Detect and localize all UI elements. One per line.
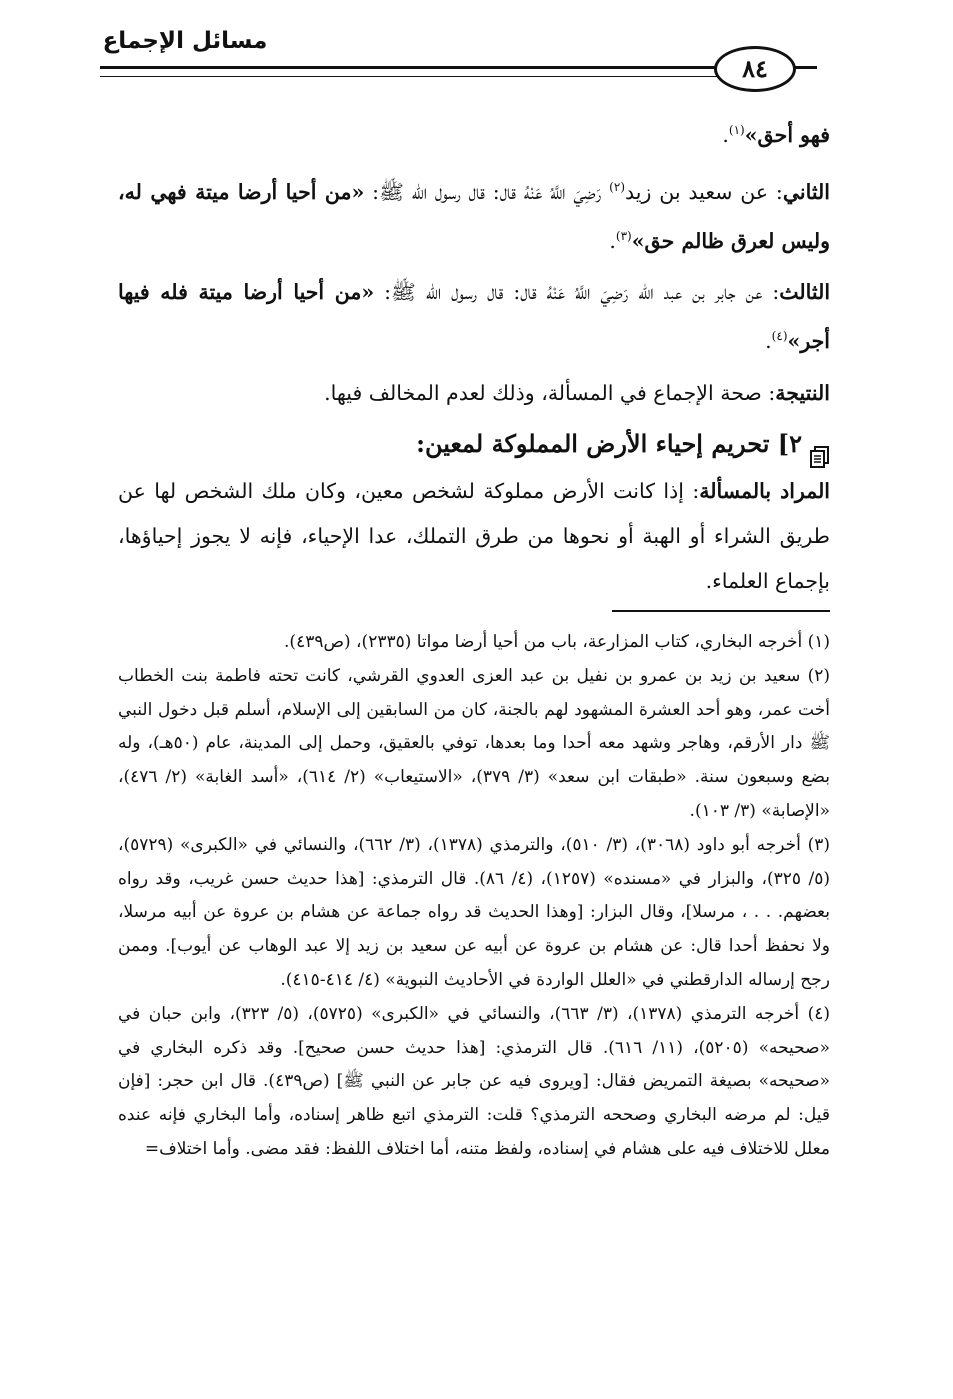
footnote-3: (٣) أخرجه أبو داود (٣٠٦٨)، (٣/ ٥١٠)، والترمذي (١٣٧٨)، (٣/ ٦٦٢)، والنسائي في «الكبرى» (٥٧٢٩)، (٥/ ٣٢٥)، والبزار في «مسنده» (١٢٥٧)، (٤/ ٨٦). قال الترمذي: [هذا حديث حسن غريب، وقد رواه بعضهم. . . ، مرسلا]، وقال البزار: [وهذا الحديث قد رواه جماعة عن هشام بن عروة عن أبيه مرسلا، ولا نحفظ أحدا قال: عن هشام بن عروة عن أبيه عن سعيد بن زيد إلا عبد الوهاب عن أيوب]. وممن رجح إرساله الدارقطني في «العلل الواردة في الأحاديث النبوية» (٤/ ٤١٤-٤١٥). — [118, 834, 830, 990]
label-second: الثاني — [782, 179, 830, 204]
paragraph-result — [118, 371, 830, 415]
text: : عن سعيد بن زيد — [625, 179, 783, 204]
hadith-quote-1: «من أحيا أرضا ميتة فهي له، وليس لعرق ظالم حق» — [118, 179, 830, 253]
heading-text: ٢] تحريم إحياء الأرض المملوكة لمعين: — [416, 429, 802, 459]
footnotes — [118, 626, 830, 1167]
section-heading — [118, 419, 830, 469]
label-result: النتيجة — [775, 381, 830, 406]
quote-end: فهو أحق» — [744, 122, 830, 147]
hadith-quote-2: «من أحيا أرضا ميتة فله فيها أجر» — [118, 280, 830, 354]
footnote-ref-4: (٤) — [771, 329, 788, 344]
page-number: ٨٤ — [714, 46, 796, 92]
copy-pages-icon — [810, 435, 830, 457]
footnote-ref-1: (١) — [728, 123, 745, 137]
text: : عن جابر بن عبد الله رَضِيَ اللَّهُ عَنْهُ قال: قال رسول الله ﷺ: — [374, 280, 780, 305]
paragraph-2: الثاني: عن سعيد بن زيد$^{(٢)}$ رَضِيَ اللَّهُ عَنْهُ قال: قال رسول الله ﷺ: «من أحيا أرضا ميتة فهي له، وليس لعرق ظالم حق»$^{(٣)}$. — [118, 179, 830, 253]
main-text — [118, 108, 830, 604]
paragraph-definition — [118, 469, 830, 604]
running-head-title: مسائل الإجماع — [102, 28, 268, 54]
footnote-ref-2: (٢) — [609, 179, 625, 194]
label-third: الثالث — [779, 280, 831, 305]
label-definition: المراد بالمسألة — [699, 479, 831, 504]
text: رَضِيَ اللَّهُ عَنْهُ قال: قال رسول الله ﷺ: — [364, 179, 610, 204]
text: : صحة الإجماع في المسألة، وذلك لعدم المخالف فيها. — [324, 381, 776, 406]
paragraph-3: الثالث: عن جابر بن عبد الله رَضِيَ اللَّهُ عَنْهُ قال: قال رسول الله ﷺ: «من أحيا أرضا ميتة فله فيها أجر»$^{(٤)}$. — [118, 280, 831, 354]
footnote-ref-3: (٣) — [615, 228, 632, 243]
text: : إذا كانت الأرض مملوكة لشخص معين، وكان ملك الشخص لها عن طريق الشراء أو الهبة أو نحوها من طرق التملك، عدا الإحياء، فإنه لا يجوز إحياؤها، بإجماع العلماء. — [118, 479, 830, 594]
paragraph-1: فهو أحق»$^{(١)}$. — [722, 122, 830, 147]
footnote-2: (٢) سعيد بن زيد بن عمرو بن نفيل بن عبد العزى العدوي القرشي، كانت تحته فاطمة بنت الخطاب أخت عمر، وهو أحد العشرة المشهود لهم بالجنة، كان من السابقين إلى الإسلام، أسلم قبل دخول النبي ﷺ دار الأرقم، وهاجر وشهد معه أحدا وما بعدها، توفي بالعقيق، وحمل إلى المدينة، عام (٥٠هـ)، وله بضع وسبعون سنة. «طبقات ابن سعد» (٣/ ٣٧٩)، «الاستيعاب» (٢/ ٦١٤)، «أسد الغابة» (٢/ ٤٧٦)، «الإصابة» (٣/ ١٠٣). — [118, 665, 831, 821]
footnote-4: (٤) أخرجه الترمذي (١٣٧٨)، (٣/ ٦٦٣)، والنسائي في «الكبرى» (٥٧٢٥)، (٥/ ٣٢٣)، وابن حبان في «صحيحه» (٥٢٠٥)، (١١/ ٦١٦). قال الترمذي: [هذا حديث حسن صحيح]. وقد ذكره البخاري في «صحيحه» بصيغة التمريض فقال: [ويروى فيه عن جابر عن النبي ﷺ] (ص٤٣٩). قال ابن حجر: [فإن قيل: لم مرضه البخاري وصححه الترمذي؟ قلت: الترمذي اتبع ظاهر إسناده، وأما البخاري فإنه عنده معلل للاختلاف فيه على هشام في إسناده، ولفظ متنه، أما اختلاف اللفظ: فقد مضى. وأما اختلاف= — [118, 1003, 831, 1159]
header-rule-thin — [100, 76, 717, 77]
header-rule — [100, 66, 817, 69]
footnote-1: (١) أخرجه البخاري، كتاب المزارعة، باب من أحيا أرضا مواتا (٢٣٣٥)، (ص٤٣٩). — [284, 632, 830, 652]
footnote-separator — [612, 610, 830, 612]
